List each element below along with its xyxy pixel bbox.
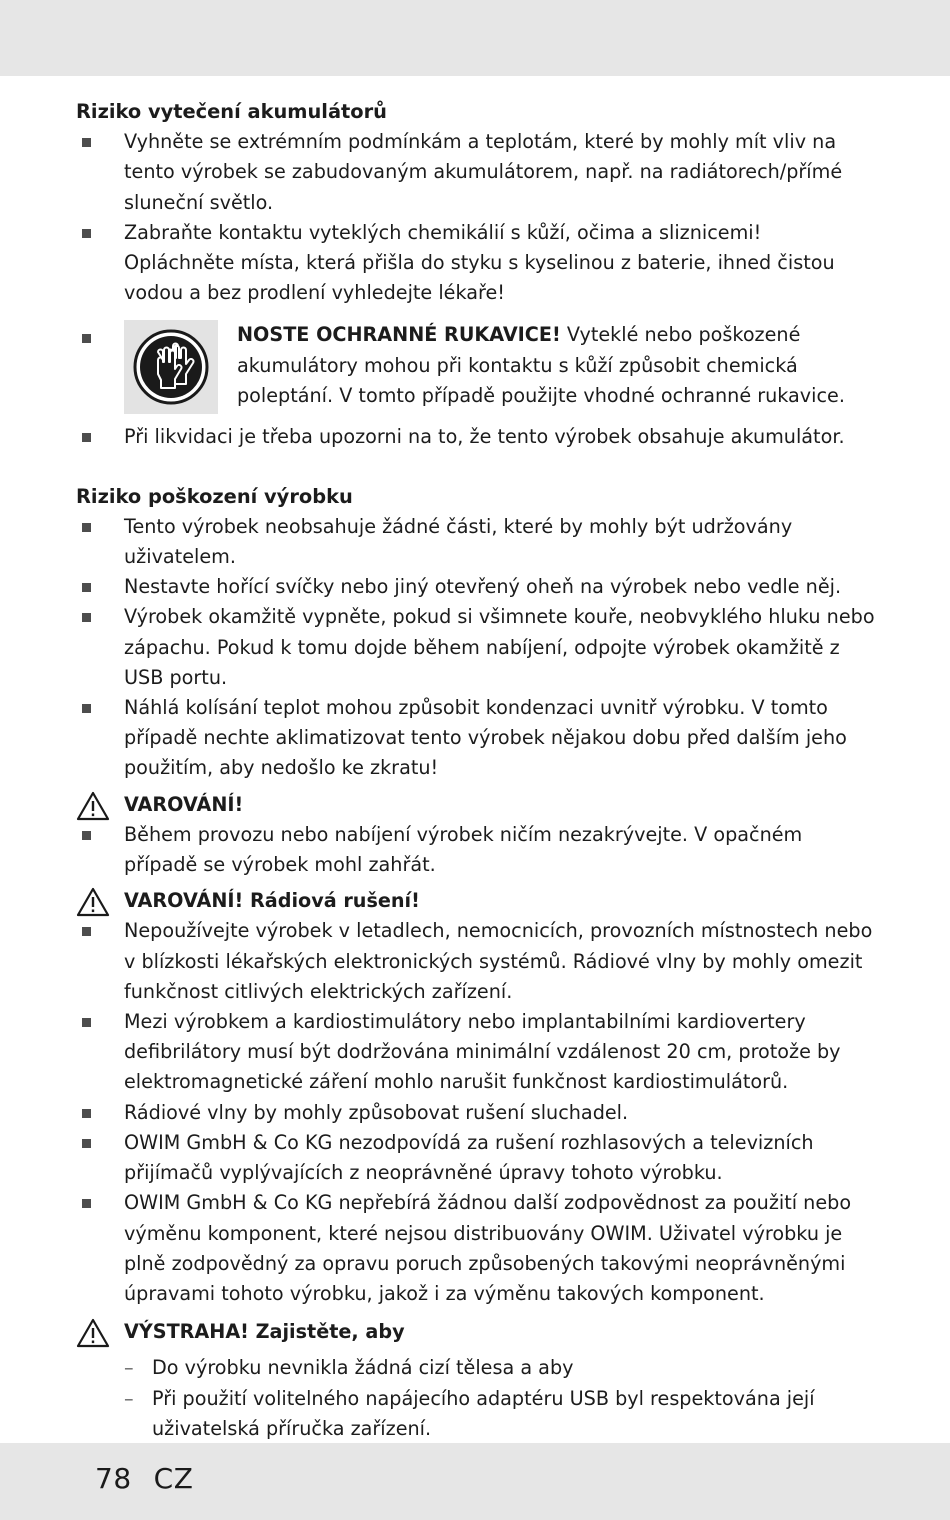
bullet-square-icon: [82, 334, 91, 343]
bullet-square-icon: [82, 523, 91, 532]
battery-leak-list: [76, 127, 876, 308]
caution-heading: VÝSTRAHA! Zajistěte, aby: [76, 1317, 876, 1347]
list-item: Během provozu nebo nabíjení výrobek ničím nezakrývejte. V opačném případě se výrobek mohl zahřát.: [76, 820, 876, 880]
radio-warning-list: [76, 916, 876, 1309]
warning-list: [76, 820, 876, 880]
bullet-square-icon: [82, 1109, 91, 1118]
bullet-square-icon: [82, 927, 91, 936]
language-code: CZ: [153, 1462, 194, 1495]
dash-bullet: –: [124, 1386, 134, 1410]
list-item: OWIM GmbH & Co KG nepřebírá žádnou další zodpovědnost za použití nebo výměnu komponent, které nejsou distribuovány OWIM. Uživatel výrobku je plně zodpovědný za opravu poruch způsobených takovými neoprávněnými úpravami tohoto výrobku, jakož i za výměnu takových komponent.: [76, 1188, 876, 1309]
top-margin-band: [0, 0, 950, 76]
gloves-notice: [76, 320, 876, 416]
list-item: OWIM GmbH & Co KG nezodpovídá za rušení rozhlasových a televizních přijímačů vyplývajících z neoprávněné úpravy tohoto výrobku.: [76, 1128, 876, 1188]
section-heading-battery-leak: Riziko vytečení akumulátorů: [76, 100, 387, 123]
list-item: Rádiové vlny by mohly způsobovat rušení sluchadel.: [76, 1098, 876, 1128]
product-damage-list: [76, 512, 876, 784]
dash-bullet: –: [124, 1356, 134, 1380]
caution-list: [76, 1353, 876, 1444]
bullet-square-icon: [82, 138, 91, 147]
protective-gloves-icon: [124, 320, 218, 414]
bullet-square-icon: [82, 1018, 91, 1027]
page-content: [76, 97, 876, 1444]
list-item: Vyhněte se extrémním podmínkám a teplotám, které by mohly mít vliv na tento výrobek se zabudovaným akumulátorem, např. na radiátorech/přímé sluneční světlo.: [76, 127, 876, 218]
bullet-square-icon: [82, 229, 91, 238]
bullet-square-icon: [82, 704, 91, 713]
list-item: Při likvidaci je třeba upozorni na to, že tento výrobek obsahuje akumulátor.: [76, 422, 876, 452]
bullet-square-icon: [82, 1199, 91, 1208]
bullet-square-icon: [82, 583, 91, 592]
battery-disposal-list: [76, 422, 876, 452]
warning-triangle-icon: [76, 791, 110, 821]
section-heading-product-damage: Riziko poškození výrobku: [76, 484, 353, 508]
list-item: Zabraňte kontaktu vyteklých chemikálií s kůží, očima a sliznicemi! Opláchněte místa, která přišla do styku s kyselinou z baterie, ihned čistou vodou a bez prodlení vyhledejte lékaře!: [76, 218, 876, 309]
list-item: Náhlá kolísání teplot mohou způsobit kondenzaci uvnitř výrobku. V tomto případě nechte aklimatizovat tento výrobek nějakou dobu před dalším jeho použitím, aby nedošlo ke zkratu!: [76, 693, 876, 784]
list-item: Nestavte hořící svíčky nebo jiný otevřený oheň na výrobek nebo vedle něj.: [76, 572, 876, 602]
list-item: – Do výrobku nevnikla žádná cizí tělesa a aby: [76, 1353, 876, 1383]
warning-triangle-icon: [76, 1318, 110, 1348]
bullet-square-icon: [82, 831, 91, 840]
gloves-notice-text: NOSTE OCHRANNÉ RUKAVICE! Vyteklé nebo poškozené akumulátory mohou při kontaktu s kůží způsobit chemická poleptání. V tomto případě použijte vhodné ochranné rukavice.: [237, 323, 845, 407]
list-item: Nepoužívejte výrobek v letadlech, nemocnicích, provozních místnostech nebo v blízkosti lékařských elektronických systémů. Rádiové vlny by mohly omezit funkčnost citlivých elektrických zařízení.: [76, 916, 876, 1007]
bullet-square-icon: [82, 1139, 91, 1148]
bullet-square-icon: [82, 433, 91, 442]
warning-triangle-icon: [76, 887, 110, 917]
bullet-square-icon: [82, 613, 91, 622]
radio-warning-heading: VAROVÁNÍ! Rádiová rušení!: [76, 886, 876, 916]
list-item: Mezi výrobkem a kardiostimulátory nebo implantabilními kardiovertery defibrilátory musí být dodržována minimální vzdálenost 20 cm, protože by elektromagnetické záření mohlo narušit funkčnost kardiostimulátorů.: [76, 1007, 876, 1098]
list-item: – Při použití volitelného napájecího adaptéru USB byl respektována její uživatelská příručka zařízení.: [76, 1384, 876, 1444]
page-footer: [95, 1462, 215, 1495]
page-number: 78: [95, 1462, 132, 1495]
list-item: Tento výrobek neobsahuje žádné části, které by mohly být udržovány uživatelem.: [76, 512, 876, 572]
warning-heading: VAROVÁNÍ!: [76, 790, 876, 820]
list-item: Výrobek okamžitě vypněte, pokud si všimnete kouře, neobvyklého hluku nebo zápachu. Pokud k tomu dojde během nabíjení, odpojte výrobek okamžitě z USB portu.: [76, 602, 876, 693]
